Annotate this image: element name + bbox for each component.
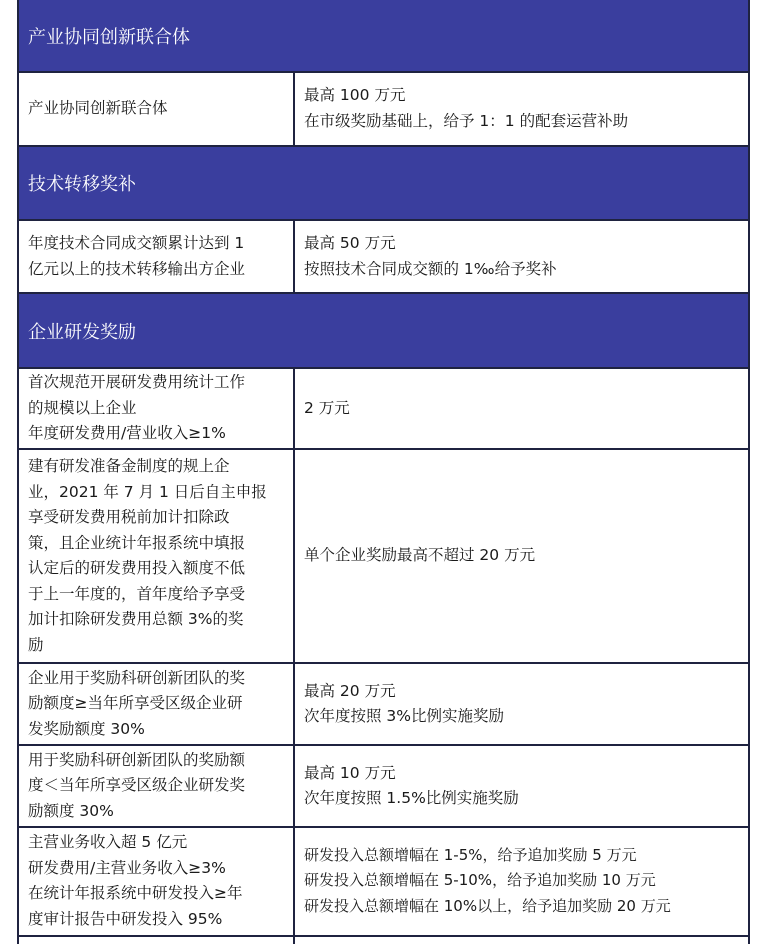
- row-divider: [17, 145, 750, 147]
- condition-text: 认定后的研发费用投入额度不低: [28, 559, 246, 577]
- award-text: 次年度按照 1.5%比例实施奖励: [304, 789, 519, 807]
- condition-text: 励额度≥当年所享受区级企业研: [28, 694, 243, 713]
- table-row: [17, 71, 750, 146]
- table-row: [17, 220, 750, 293]
- condition-text: 企业用于奖励科研创新团队的奖: [28, 668, 246, 687]
- award-text: 最高 50 万元: [304, 234, 396, 252]
- condition-text: 加计扣除研发费用总额 3%的奖: [28, 610, 244, 628]
- section-header: [17, 146, 750, 220]
- condition-text: 发奖励额度 30%: [28, 719, 145, 738]
- award-text: 研发投入总额增幅在 1-5%，给予追加奖励 5 万元: [304, 845, 637, 864]
- row-divider: [17, 744, 750, 746]
- section-title: 企业研发奖励: [28, 321, 136, 343]
- condition-cell: [17, 368, 294, 449]
- condition-cell: [17, 663, 294, 745]
- award-text: 次年度按照 3%比例实施奖励: [304, 707, 505, 725]
- condition-text: 亿元以上的技术转移输出方企业: [28, 259, 246, 278]
- award-text: 最高 20 万元: [304, 681, 396, 700]
- policy-table: [17, 0, 750, 944]
- condition-text: 享受研发费用税前加计扣除政: [28, 508, 230, 526]
- award-text: 单个企业奖励最高不超过 20 万元: [304, 546, 536, 565]
- column-divider: [293, 71, 295, 146]
- award-cell: [294, 663, 750, 745]
- section-header: [17, 0, 750, 71]
- table-row: [17, 449, 750, 663]
- table-row: [17, 745, 750, 827]
- award-text: 最高 10 万元: [304, 763, 396, 782]
- award-cell: [294, 827, 750, 935]
- condition-text: 策，且企业统计年报系统中填报: [28, 533, 246, 552]
- condition-text: 的规模以上企业: [28, 398, 137, 417]
- condition-text: 业，2021 年 7 月 1 日后自主申报: [28, 482, 267, 501]
- column-divider: [293, 368, 295, 944]
- award-text: 在市级奖励基础上，给予 1：1 的配套运营补助: [304, 111, 629, 130]
- condition-text: 用于奖励科研创新团队的奖励额: [28, 750, 246, 769]
- condition-text: 度＜当年所享受区级企业研发奖: [28, 776, 246, 795]
- row-divider: [17, 219, 750, 221]
- award-text: 按照技术合同成交额的 1‰给予奖补: [304, 259, 557, 278]
- column-divider: [293, 220, 295, 293]
- award-cell: [294, 220, 750, 293]
- award-cell: [294, 368, 750, 449]
- award-cell: [294, 745, 750, 827]
- award-text: 研发投入总额增幅在 5-10%，给予追加奖励 10 万元: [304, 871, 656, 890]
- award-text: 2 万元: [304, 398, 350, 417]
- condition-text: 年度研发费用/营业收入≥1%: [28, 424, 226, 443]
- table-row: [17, 663, 750, 745]
- row-divider: [17, 935, 750, 937]
- condition-text: 首次规范开展研发费用统计工作: [28, 373, 246, 392]
- row-divider: [17, 826, 750, 828]
- table-row: [17, 368, 750, 449]
- section-header: [17, 293, 750, 368]
- condition-text: 建有研发准备金制度的规上企: [28, 457, 230, 475]
- condition-cell: [17, 449, 294, 663]
- table-row: [17, 827, 750, 935]
- row-divider: [17, 367, 750, 369]
- section-title: 技术转移奖补: [28, 174, 136, 195]
- table-border: [17, 0, 19, 944]
- condition-cell: [17, 827, 294, 935]
- table-border: [748, 0, 750, 944]
- condition-text: 研发费用/主营业务收入≥3%: [28, 858, 226, 877]
- condition-text: 产业协同创新联合体: [28, 98, 168, 117]
- row-divider: [17, 448, 750, 450]
- row-divider: [17, 662, 750, 664]
- condition-cell: [17, 745, 294, 827]
- award-cell: [294, 449, 750, 663]
- row-divider: [17, 71, 750, 73]
- section-title: 产业协同创新联合体: [28, 26, 190, 48]
- condition-text: 励: [28, 635, 44, 654]
- condition-text: 励额度 30%: [28, 801, 114, 820]
- condition-cell: [17, 220, 294, 293]
- condition-text: 主营业务收入超 5 亿元: [28, 833, 188, 851]
- condition-text: 年度技术合同成交额累计达到 1: [28, 234, 245, 252]
- condition-text: 于上一年度的，首年度给予享受: [28, 584, 246, 603]
- award-text: 最高 100 万元: [304, 86, 406, 104]
- award-text: 研发投入总额增幅在 10%以上，给予追加奖励 20 万元: [304, 896, 671, 915]
- award-cell: [294, 71, 750, 146]
- row-divider: [17, 292, 750, 294]
- condition-text: 度审计报告中研发投入 95%: [28, 909, 223, 928]
- condition-cell: [17, 71, 294, 146]
- condition-text: 在统计年报系统中研发投入≥年: [28, 884, 243, 902]
